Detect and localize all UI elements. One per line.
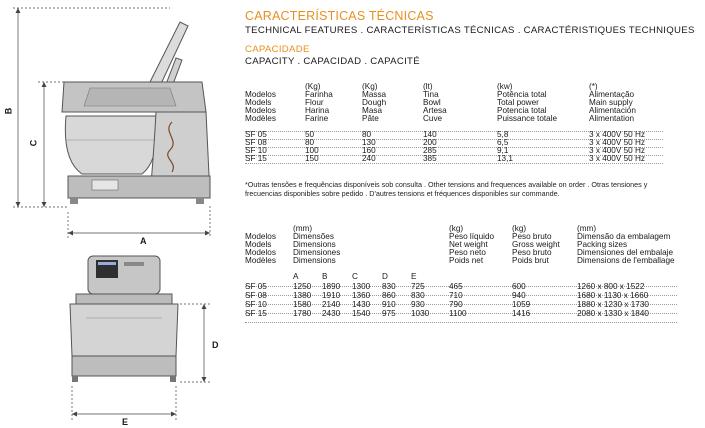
row-label: Modèles [245, 114, 276, 123]
value-cell: 1680 x 1130 x 1660 [577, 291, 649, 300]
col-name: Poids brut [512, 256, 549, 265]
dim-label-c: C [28, 139, 39, 147]
value-cell: 1910 [322, 291, 341, 300]
value-cell: 2080 x 1330 x 1840 [577, 309, 649, 318]
dim-letter: A [293, 272, 299, 281]
model-cell: SF 05 [245, 282, 267, 291]
value-cell: 1880 x 1230 x 1730 [577, 300, 649, 309]
value-cell: 1300 [352, 282, 371, 291]
value-cell: 80 [305, 138, 315, 147]
col-name: Net weight [449, 240, 488, 249]
col-name: Farine [305, 114, 329, 123]
dim-letter: E [411, 272, 417, 281]
value-cell: 1360 [352, 291, 371, 300]
row-label: Modelos [245, 232, 276, 241]
col-name: Alimentação [589, 90, 635, 99]
dim-label-e: E [122, 417, 129, 427]
unit-label: (kw) [497, 82, 513, 91]
value-cell: 465 [449, 282, 463, 291]
unit-label: (mm) [577, 224, 597, 233]
col-name: Peso neto [449, 248, 486, 257]
value-cell: 1780 [293, 309, 312, 318]
dim-letter: C [352, 272, 358, 281]
col-name: Dimensions [293, 256, 336, 265]
model-cell: SF 15 [245, 154, 267, 163]
value-cell: 100 [305, 146, 319, 155]
value-cell: 150 [305, 154, 319, 163]
col-name: Main supply [589, 98, 633, 107]
value-cell: 80 [362, 130, 372, 139]
front-base [72, 356, 176, 376]
col-name: Dimensions [293, 240, 336, 249]
value-cell: 2140 [322, 300, 341, 309]
value-cell: 1250 [293, 282, 312, 291]
value-cell: 5,8 [497, 130, 509, 139]
unit-label: (kg) [512, 224, 527, 233]
col-name: Masa [362, 106, 383, 115]
value-cell: 13,1 [497, 154, 513, 163]
row-label: Models [245, 240, 272, 249]
value-cell: 940 [512, 291, 526, 300]
value-cell: 1380 [293, 291, 312, 300]
unit-label: (*) [589, 82, 598, 91]
value-cell: 3 x 400V 50 Hz [589, 146, 645, 155]
value-cell: 1030 [411, 309, 430, 318]
value-cell: 3 x 400V 50 Hz [589, 138, 645, 147]
footnote: frecuencias disponibles sobre pedido . D'autres tensions et fréquences disponibles sur commande. [245, 189, 560, 198]
model-cell: SF 15 [245, 309, 267, 318]
row-label: Modèles [245, 256, 276, 265]
value-cell: 385 [423, 154, 437, 163]
col-name: Dough [362, 98, 387, 107]
capacity-subtitle: CAPACITY . CAPACIDAD . CAPACITÉ [245, 56, 420, 67]
value-cell: 240 [362, 154, 376, 163]
col-name: Total power [497, 98, 539, 107]
col-name: Farinha [305, 90, 333, 99]
value-cell: 6,5 [497, 138, 509, 147]
col-name: Dimensões [293, 232, 334, 241]
value-cell: 600 [512, 282, 526, 291]
value-cell: 1890 [322, 282, 341, 291]
value-cell: 710 [449, 291, 463, 300]
value-cell: 1580 [293, 300, 312, 309]
value-cell: 50 [305, 130, 315, 139]
value-cell: 160 [362, 146, 376, 155]
col-name: Massa [362, 90, 387, 99]
value-cell: 725 [411, 282, 425, 291]
col-name: Puissance totale [497, 114, 558, 123]
value-cell: 9,1 [497, 146, 509, 155]
col-name: Alimentation [589, 114, 635, 123]
footnote: *Outras tensões e frequências disponíveis sob consulta . Other tensions and frequences available on order . Otras tensiones y [245, 180, 648, 189]
unit-label: (mm) [293, 224, 313, 233]
value-cell: 1430 [352, 300, 371, 309]
unit-label: (Kg) [305, 82, 321, 91]
col-name: Dimensão da embalagem [577, 232, 671, 241]
value-cell: 3 x 400V 50 Hz [589, 154, 645, 163]
col-name: Artesa [423, 106, 447, 115]
mixer-base [68, 176, 210, 198]
col-name: Dimensions de l'emballage [577, 256, 675, 265]
col-name: Peso bruto [512, 232, 552, 241]
col-name: Peso bruto [512, 248, 552, 257]
value-cell: 830 [411, 291, 425, 300]
col-name: Alimentación [589, 106, 636, 115]
col-name: Pâte [362, 114, 379, 123]
col-name: Harina [305, 106, 330, 115]
dim-label-a: A [140, 236, 147, 246]
value-cell: 790 [449, 300, 463, 309]
mixer-bowl [65, 116, 156, 174]
row-label: Models [245, 98, 272, 107]
col-name: Packing sizes [577, 240, 628, 249]
value-cell: 1260 x 800 x 1522 [577, 282, 645, 291]
value-cell: 3 x 400V 50 Hz [589, 130, 645, 139]
row-divider [245, 322, 677, 323]
col-name: Tina [423, 90, 439, 99]
value-cell: 130 [362, 138, 376, 147]
unit-label: (Kg) [362, 82, 378, 91]
col-name: Flour [305, 98, 324, 107]
row-label: Modelos [245, 106, 276, 115]
page-subtitle: TECHNICAL FEATURES . CARACTERÍSTICAS TÉCNICAS . CARACTÉRISTIQUES TECHNIQUES [245, 25, 695, 36]
col-name: Peso líquido [449, 232, 495, 241]
col-name: Bowl [423, 98, 441, 107]
side-view-drawing [0, 0, 232, 250]
unit-label: (kg) [449, 224, 464, 233]
value-cell: 1100 [449, 309, 467, 318]
dim-letter: D [382, 272, 388, 281]
value-cell: 930 [411, 300, 425, 309]
value-cell: 285 [423, 146, 437, 155]
col-name: Dimensiones [293, 248, 341, 257]
dim-letter: B [322, 272, 328, 281]
model-cell: SF 10 [245, 300, 267, 309]
model-cell: SF 05 [245, 130, 267, 139]
value-cell: 200 [423, 138, 437, 147]
col-name: Potencia total [497, 106, 547, 115]
row-label: Modelos [245, 90, 276, 99]
model-cell: SF 10 [245, 146, 267, 155]
value-cell: 1416 [512, 309, 531, 318]
col-name: Cuve [423, 114, 443, 123]
dim-label-d: D [212, 340, 219, 350]
value-cell: 830 [382, 282, 396, 291]
front-body [70, 304, 178, 356]
unit-label: (lt) [423, 82, 433, 91]
model-cell: SF 08 [245, 138, 267, 147]
page-title: CARACTERÍSTICAS TÉCNICAS [245, 9, 434, 23]
row-label: Modelos [245, 248, 276, 257]
value-cell: 140 [423, 130, 437, 139]
value-cell: 1059 [512, 300, 531, 309]
col-name: Poids net [449, 256, 484, 265]
value-cell: 2430 [322, 309, 341, 318]
col-name: Dimensiones del embalaje [577, 248, 674, 257]
value-cell: 910 [382, 300, 396, 309]
capacity-heading: CAPACIDADE [245, 44, 310, 55]
dim-label-b: B [3, 107, 14, 115]
col-name: Gross weight [512, 240, 560, 249]
model-cell: SF 08 [245, 291, 267, 300]
col-name: Potência total [497, 90, 547, 99]
value-cell: 975 [382, 309, 396, 318]
value-cell: 1540 [352, 309, 371, 318]
front-view-drawing [50, 252, 230, 427]
value-cell: 860 [382, 291, 396, 300]
